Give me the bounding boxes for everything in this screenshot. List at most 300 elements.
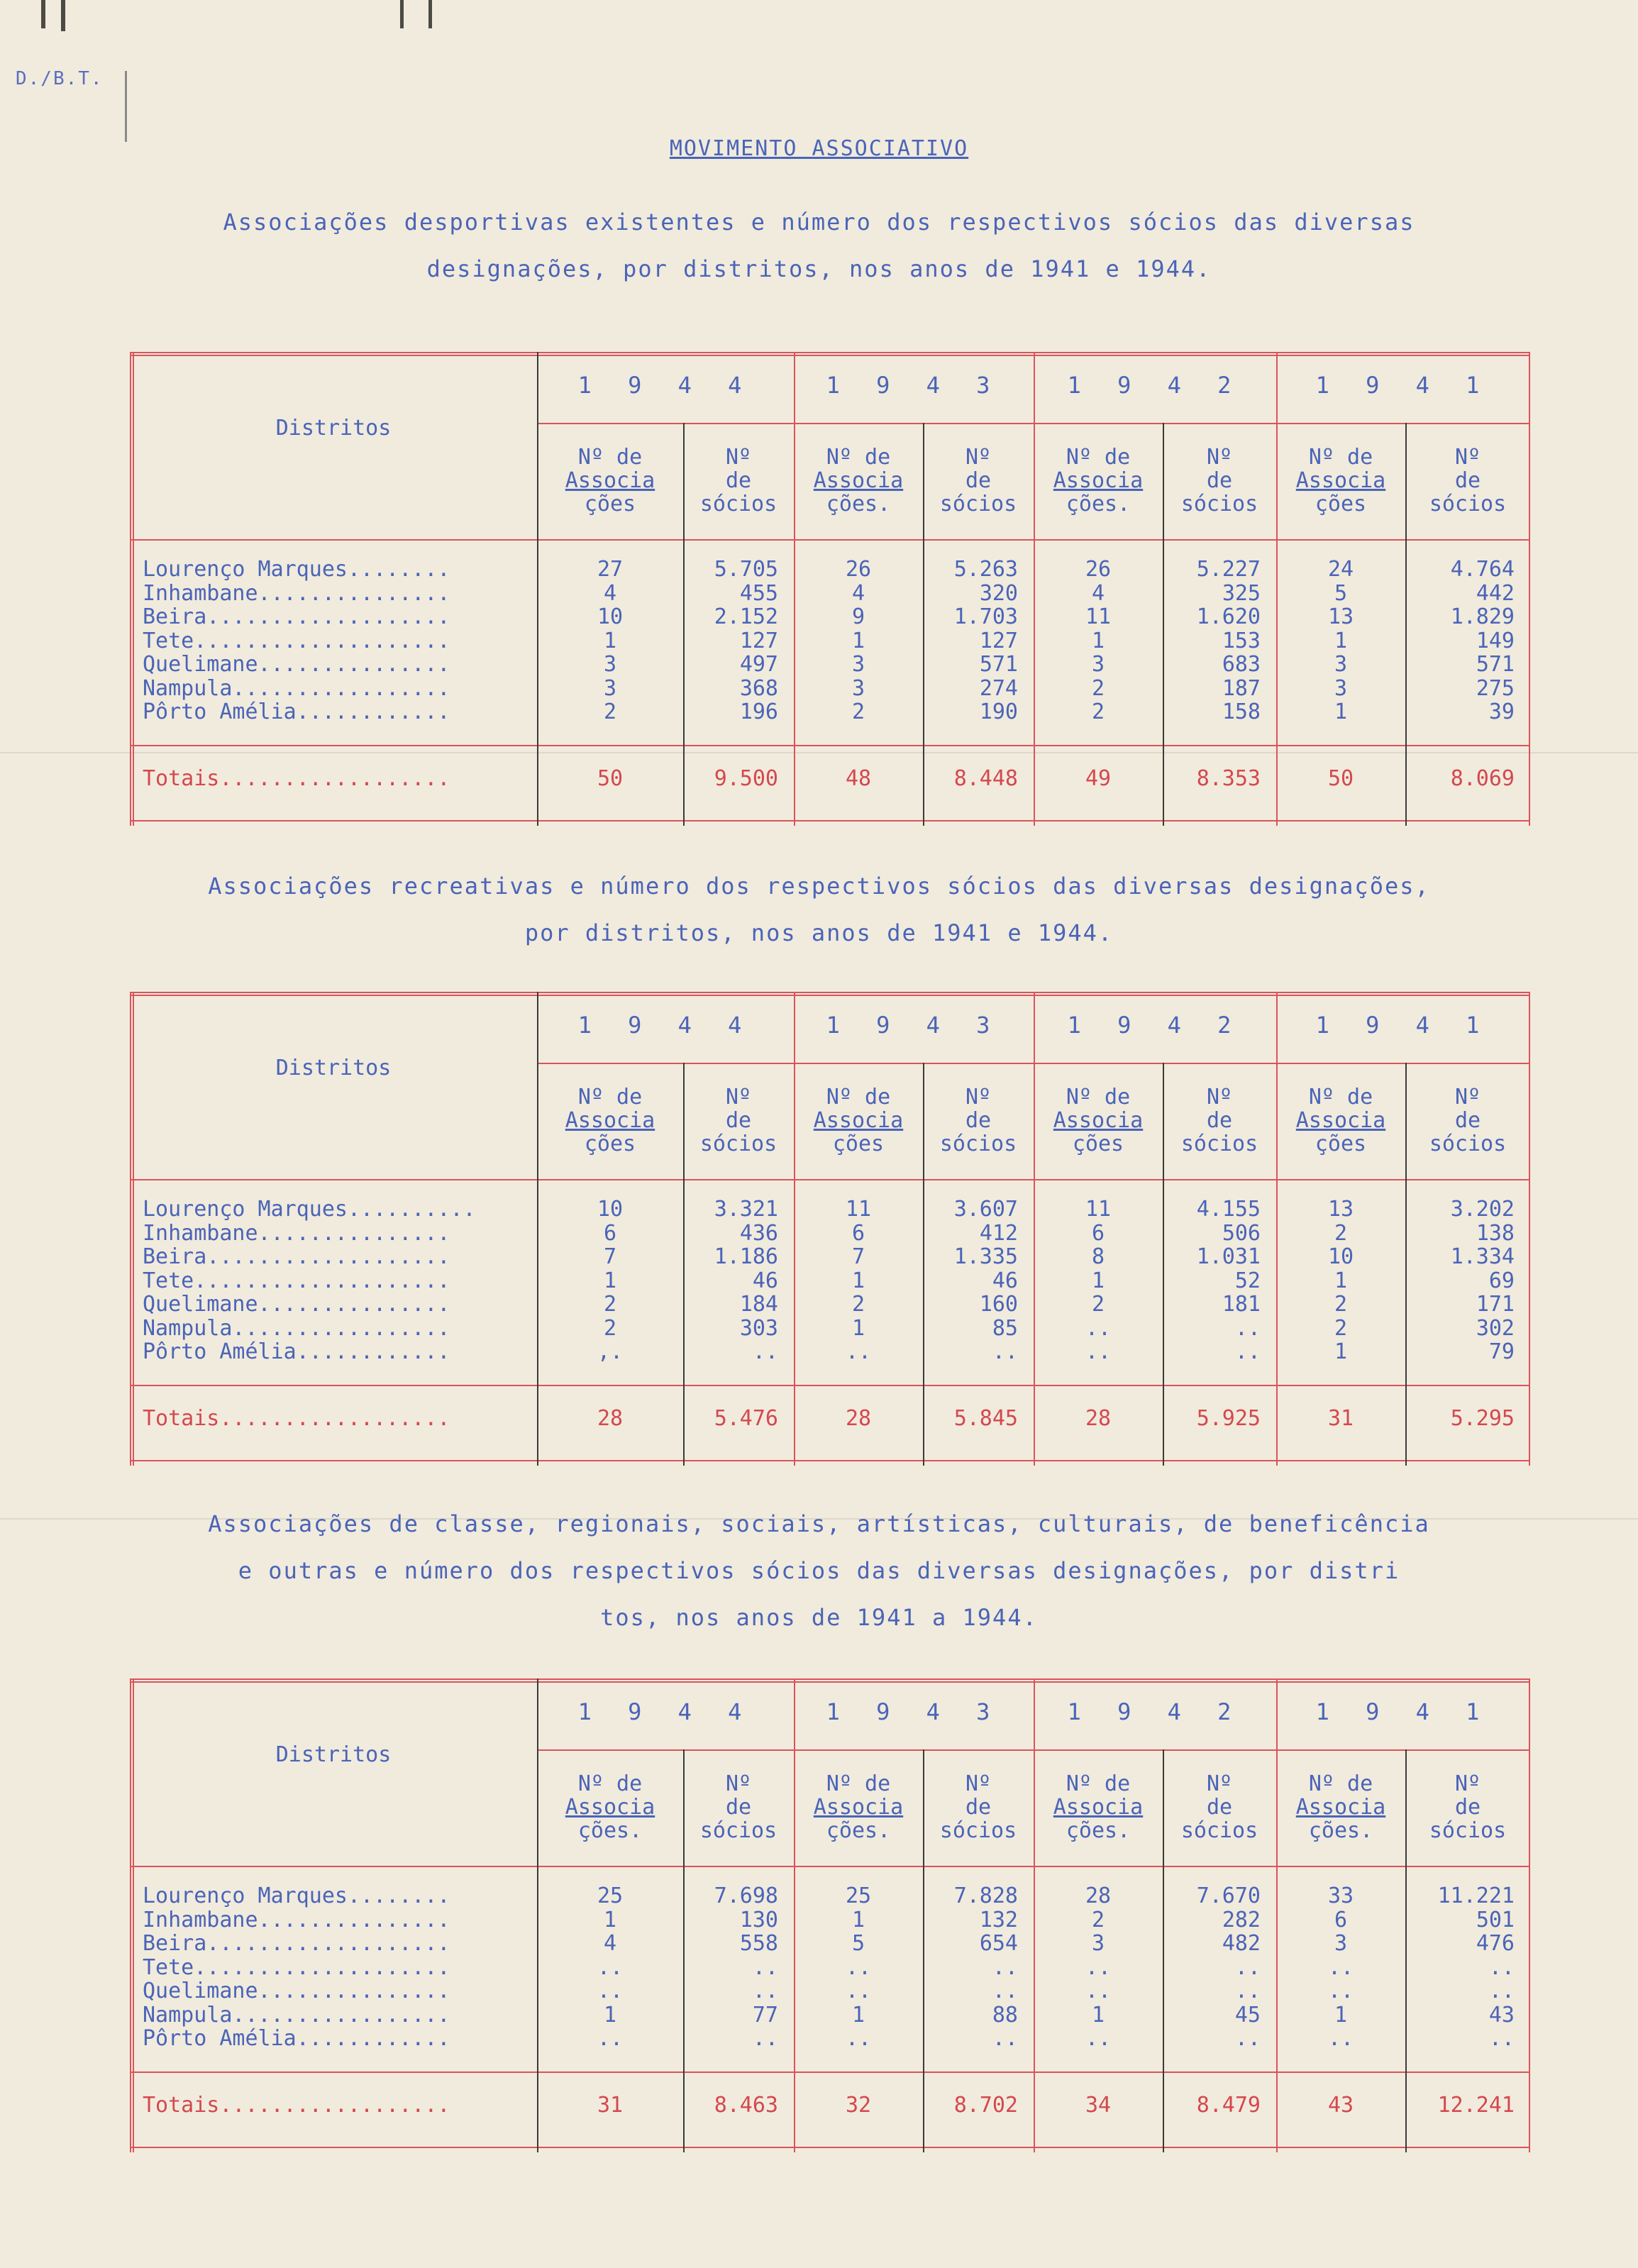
members-count-header: [1163, 446, 1276, 516]
table-cell-value: 2: [1091, 1292, 1105, 1317]
total-value: 9.500: [714, 766, 778, 791]
header-line: ções.: [826, 492, 891, 516]
table-cell-value: 1: [1091, 628, 1105, 653]
header-line: Associa: [565, 1108, 655, 1133]
table-cell-value: 6: [851, 1220, 865, 1246]
total-value: 8.448: [953, 766, 1018, 791]
totals-label: Totais..................: [143, 766, 450, 791]
header-line: Associa: [1053, 468, 1144, 493]
table-cell-value: ..: [1488, 2026, 1515, 2051]
table-cell-value: 13: [1327, 604, 1354, 629]
year-header: 1 9 4 1: [1315, 1012, 1491, 1039]
header-line: de: [1454, 468, 1481, 493]
caption-line: Associações desportivas existentes e número dos respectivos sócios das diversas: [223, 209, 1415, 236]
year-header: 1 9 4 4: [577, 372, 753, 399]
table-cell-value: 1: [851, 628, 865, 653]
table-cell-value: 149: [1476, 628, 1515, 653]
year-header: 1 9 4 3: [826, 372, 1002, 399]
table-cell-value: 3: [1091, 1931, 1105, 1956]
header-line: Nº de: [1066, 445, 1131, 470]
district-name: Inhambane...............: [143, 1907, 450, 1932]
table-cell-value: ..: [845, 1954, 872, 1980]
header-line: Nº de: [1308, 1085, 1373, 1110]
table-cell-value: 7.670: [1196, 1883, 1261, 1908]
header-line: Nº: [965, 1085, 992, 1110]
header-line: Associa: [565, 468, 655, 493]
table-cell-value: 3.202: [1450, 1197, 1515, 1222]
table-cell-value: 1.703: [953, 604, 1018, 629]
header-line: Nº: [1206, 1771, 1233, 1796]
table-cell-value: ..: [752, 1979, 778, 2003]
table-cell-value: 26: [1085, 557, 1112, 582]
year-header: 1 9 4 4: [577, 1698, 753, 1725]
table-cell-value: 2: [1334, 1292, 1348, 1317]
members-count-header: [923, 1772, 1034, 1842]
district-name: Quelimane...............: [143, 652, 450, 677]
total-value: 12.241: [1437, 2093, 1515, 2118]
table-cell-value: 5: [1334, 580, 1348, 606]
value-column: [1405, 1884, 1515, 2051]
table-cell-value: 4.764: [1450, 557, 1515, 582]
table-cell-value: 11: [1085, 1197, 1112, 1222]
table-cell-value: ..: [1085, 1979, 1112, 2003]
table-cell-value: 7: [851, 1244, 865, 1269]
table-cell-value: ..: [1234, 1315, 1261, 1341]
associations-count-header: [1034, 1085, 1163, 1156]
table-cell-value: 482: [1222, 1931, 1261, 1956]
caption-line: Associações recreativas e número dos respectivos sócios das diversas designações,: [208, 873, 1430, 900]
header-line: sócios: [699, 1818, 778, 1843]
table-cell-value: 3: [851, 652, 865, 677]
district-name: Beira...................: [143, 604, 450, 629]
associations-count-header: [1034, 1772, 1163, 1842]
header-line: Nº de: [577, 1085, 643, 1110]
staple-mark: [428, 0, 432, 28]
header-line: Nº de: [1066, 1771, 1131, 1796]
header-line: ções.: [577, 1818, 643, 1843]
table-cell-value: 1.031: [1196, 1244, 1261, 1269]
table-cell-value: ..: [1488, 1979, 1515, 2003]
total-value: 28: [1085, 1406, 1112, 1431]
value-column: [1034, 1884, 1163, 2051]
table-cell-value: 4: [603, 580, 617, 606]
table-rule: [130, 1179, 1530, 1180]
table-cell-value: 10: [597, 1197, 624, 1222]
total-value: 5.845: [953, 1406, 1018, 1431]
district-name: Beira...................: [143, 1931, 450, 1956]
header-line: sócios: [939, 492, 1017, 516]
table-cell-value: 571: [979, 652, 1018, 677]
table-cell-value: 160: [979, 1292, 1018, 1317]
caption-line: designações, por distritos, nos anos de 1941 e 1944.: [426, 255, 1212, 282]
table-cell-value: ..: [1234, 1954, 1261, 1980]
totals-label: Totais..................: [143, 1406, 450, 1431]
table-cell-value: 52: [1234, 1268, 1261, 1293]
header-line: Associa: [1053, 1108, 1144, 1133]
table-rule: [130, 1385, 1530, 1386]
header-line: de: [965, 1108, 992, 1133]
table-cell-value: 2: [851, 699, 865, 724]
associations-count-header: [1034, 446, 1163, 516]
table-cell-value: 8: [1091, 1244, 1105, 1269]
header-line: Nº de: [577, 445, 643, 470]
header-line: sócios: [1429, 1818, 1507, 1843]
header-line: Nº de: [1308, 1771, 1373, 1796]
table-cell-value: 1: [603, 628, 617, 653]
total-value: 5.925: [1196, 1406, 1261, 1431]
header-line: Associa: [813, 1108, 904, 1133]
header-line: Nº: [725, 1771, 752, 1796]
table-cell-value: 85: [992, 1315, 1018, 1341]
associations-count-header: [794, 446, 923, 516]
table-cell-value: 25: [845, 1883, 872, 1908]
header-line: ções: [584, 492, 636, 516]
table-rule: [130, 352, 1530, 353]
header-line: sócios: [699, 1132, 778, 1156]
members-count-header: [923, 446, 1034, 516]
table-cell-value: 132: [979, 1907, 1018, 1932]
table-cell-value: 33: [1327, 1883, 1354, 1908]
table-rule: [130, 1681, 1530, 1683]
district-name: Lourenço Marques........: [143, 557, 450, 582]
table-cell-value: 181: [1222, 1292, 1261, 1317]
table-class-cultural-associations: [130, 1678, 1530, 2152]
header-line: de: [725, 1108, 752, 1133]
table-cell-value: 1: [603, 1268, 617, 1293]
district-name: Pôrto Amélia............: [143, 2026, 450, 2051]
total-value: 48: [845, 766, 872, 791]
header-line: Nº: [965, 445, 992, 470]
table-cell-value: 1.335: [953, 1244, 1018, 1269]
total-value: 50: [1327, 766, 1354, 791]
table-cell-value: 1: [1334, 1339, 1348, 1364]
header-line: Nº: [1206, 1085, 1233, 1110]
table-cell-value: 158: [1222, 699, 1261, 724]
total-value: 28: [845, 1406, 872, 1431]
table-rule: [1529, 1678, 1530, 2152]
table-cell-value: ..: [1327, 1954, 1354, 1980]
value-column: [794, 1884, 923, 2051]
header-line: Associa: [813, 468, 904, 493]
year-header: 1 9 4 2: [1067, 1698, 1243, 1725]
table-cell-value: ..: [752, 1954, 778, 1980]
table-cell-value: ..: [1085, 1315, 1112, 1341]
table-cell-value: 412: [979, 1220, 1018, 1246]
table-cell-value: 1: [1091, 1268, 1105, 1293]
table-cell-value: 1.186: [714, 1244, 778, 1269]
table-cell-value: 303: [739, 1315, 778, 1341]
table-cell-value: 5.227: [1196, 557, 1261, 582]
total-value: 5.295: [1450, 1406, 1515, 1431]
table-cell-value: 11.221: [1437, 1883, 1515, 1908]
total-value: 8.353: [1196, 766, 1261, 791]
table-cell-value: 442: [1476, 580, 1515, 606]
table-cell-value: 3: [1334, 675, 1348, 701]
table-cell-value: 45: [1234, 2002, 1261, 2028]
header-line: sócios: [1429, 1132, 1507, 1156]
header-line: Nº: [1454, 1771, 1481, 1796]
members-count-header: [683, 1085, 794, 1156]
district-name: Inhambane...............: [143, 580, 450, 606]
table-rule: [130, 820, 1530, 822]
header-line: sócios: [1180, 492, 1258, 516]
year-header: 1 9 4 1: [1315, 372, 1491, 399]
header-line: ções.: [1066, 1818, 1131, 1843]
value-column: [1276, 558, 1405, 724]
header-line: sócios: [1180, 1132, 1258, 1156]
table-rule: [130, 1678, 1530, 1680]
table-cell-value: 3.607: [953, 1197, 1018, 1222]
table-cell-value: 2: [603, 1292, 617, 1317]
table-cell-value: 138: [1476, 1220, 1515, 1246]
table-rule: [130, 2071, 1530, 2073]
total-value: 31: [1327, 1406, 1354, 1431]
table-cell-value: 24: [1327, 557, 1354, 582]
table-cell-value: 2: [1091, 1907, 1105, 1932]
table-rule: [130, 745, 1530, 746]
header-line: Nº de: [826, 1771, 891, 1796]
caption-line: tos, nos anos de 1941 a 1944.: [600, 1604, 1038, 1631]
header-line: Nº: [1206, 445, 1233, 470]
table-cell-value: 4.155: [1196, 1197, 1261, 1222]
table-cell-value: ..: [1085, 1339, 1112, 1364]
table-cell-value: 3.321: [714, 1197, 778, 1222]
table-cell-value: 1: [1334, 2002, 1348, 2028]
header-line: sócios: [939, 1132, 1017, 1156]
year-header: 1 9 4 2: [1067, 372, 1243, 399]
district-names: [143, 1197, 476, 1364]
table-cell-value: 27: [597, 557, 624, 582]
table-cell-value: 13: [1327, 1197, 1354, 1222]
table-cell-value: 77: [752, 2002, 778, 2028]
table-cell-value: 190: [979, 699, 1018, 724]
district-name: Inhambane...............: [143, 1220, 450, 1246]
districts-header: Distritos: [275, 416, 392, 441]
table-cell-value: 1: [851, 2002, 865, 2028]
members-count-header: [683, 446, 794, 516]
associations-count-header: [1276, 1772, 1405, 1842]
table-cell-value: 2: [1334, 1220, 1348, 1246]
table-cell-value: 1: [1334, 699, 1348, 724]
table-cell-value: ..: [752, 2026, 778, 2051]
table-cell-value: 5.263: [953, 557, 1018, 582]
table-cell-value: 153: [1222, 628, 1261, 653]
header-line: Nº: [1454, 445, 1481, 470]
year-header: 1 9 4 3: [826, 1698, 1002, 1725]
value-column: [1405, 1197, 1515, 1364]
table-cell-value: ..: [1327, 2026, 1354, 2051]
value-column: [537, 1884, 683, 2051]
table-cell-value: ..: [597, 1979, 624, 2003]
header-line: Nº de: [1308, 445, 1373, 470]
document-reference: D./B.T.: [16, 68, 104, 89]
associations-count-header: [537, 1772, 683, 1842]
value-column: [1276, 1197, 1405, 1364]
table-cell-value: 2.152: [714, 604, 778, 629]
header-line: ções: [1315, 492, 1367, 516]
table-cell-value: ,.: [597, 1339, 624, 1364]
value-column: [683, 558, 778, 724]
table-cell-value: 9: [851, 604, 865, 629]
table-cell-value: ..: [1488, 1954, 1515, 1980]
associations-count-header: [794, 1772, 923, 1842]
header-line: de: [1206, 1795, 1233, 1820]
header-line: ções.: [1066, 492, 1131, 516]
table-cell-value: 501: [1476, 1907, 1515, 1932]
header-line: de: [1454, 1108, 1481, 1133]
pencil-mark: [125, 71, 127, 142]
header-line: Nº: [1454, 1085, 1481, 1110]
caption-line: e outras e número dos respectivos sócios das diversas designações, por distri: [238, 1557, 1400, 1584]
table-rule: [130, 1866, 1530, 1867]
staple-mark: [400, 0, 404, 28]
table-cell-value: 3: [603, 675, 617, 701]
header-line: ções: [1072, 1132, 1124, 1156]
district-names: [143, 558, 450, 724]
table-cell-value: ..: [597, 1954, 624, 1980]
value-column: [1276, 1884, 1405, 2051]
table-cell-value: ..: [1085, 1954, 1112, 1980]
total-value: 31: [597, 2093, 624, 2118]
value-column: [683, 1884, 778, 2051]
district-name: Lourenço Marques..........: [143, 1197, 476, 1222]
value-column: [1163, 558, 1261, 724]
table-cell-value: ..: [597, 2026, 624, 2051]
header-line: de: [1206, 1108, 1233, 1133]
table-rule: [130, 539, 1530, 541]
value-column: [923, 1197, 1018, 1364]
header-line: de: [725, 468, 752, 493]
table-cell-value: 5: [851, 1931, 865, 1956]
table-cell-value: 6: [603, 1220, 617, 1246]
associations-count-header: [537, 446, 683, 516]
district-name: Nampula.................: [143, 2002, 450, 2028]
header-line: Associa: [1295, 1108, 1386, 1133]
header-line: Associa: [813, 1795, 904, 1820]
associations-count-header: [794, 1085, 923, 1156]
table-cell-value: 46: [752, 1268, 778, 1293]
table-cell-value: 10: [1327, 1244, 1354, 1269]
table-cell-value: ..: [752, 1339, 778, 1364]
table-cell-value: ..: [992, 1979, 1018, 2003]
table-rule: [1529, 352, 1530, 826]
table-cell-value: 46: [992, 1268, 1018, 1293]
header-line: de: [965, 468, 992, 493]
table-cell-value: 10: [597, 604, 624, 629]
table-cell-value: 7.828: [953, 1883, 1018, 1908]
table-cell-value: 2: [603, 1315, 617, 1341]
table-cell-value: 3: [851, 675, 865, 701]
header-line: Nº de: [577, 1771, 643, 1796]
table-cell-value: 4: [1091, 580, 1105, 606]
table-cell-value: ..: [992, 1339, 1018, 1364]
value-column: [923, 1884, 1018, 2051]
table-cell-value: 43: [1488, 2002, 1515, 2028]
table-cell-value: 455: [739, 580, 778, 606]
table-cell-value: 7.698: [714, 1883, 778, 1908]
table-cell-value: 275: [1476, 675, 1515, 701]
value-column: [923, 558, 1018, 724]
table-cell-value: 506: [1222, 1220, 1261, 1246]
table-cell-value: ..: [845, 1339, 872, 1364]
table-rule: [130, 995, 1530, 996]
district-names: [143, 1884, 450, 2051]
value-column: [1405, 558, 1515, 724]
header-line: ções: [832, 1132, 885, 1156]
table-cell-value: 7: [603, 1244, 617, 1269]
table-cell-value: 476: [1476, 1931, 1515, 1956]
value-column: [794, 558, 923, 724]
header-line: Associa: [1053, 1795, 1144, 1820]
header-line: ções.: [1308, 1818, 1373, 1843]
table-cell-value: ..: [1234, 2026, 1261, 2051]
header-line: Associa: [565, 1795, 655, 1820]
table-cell-value: 282: [1222, 1907, 1261, 1932]
table-rule: [1529, 992, 1530, 1466]
header-line: ções.: [826, 1818, 891, 1843]
table-sports-associations: [130, 352, 1530, 826]
table-cell-value: ..: [1327, 1979, 1354, 2003]
table-cell-value: 127: [979, 628, 1018, 653]
section-caption: [0, 1500, 1638, 1641]
table-cell-value: 2: [1334, 1315, 1348, 1341]
table-rule: [130, 2147, 1530, 2148]
value-column: [1034, 558, 1163, 724]
table-cell-value: 368: [739, 675, 778, 701]
table-cell-value: 1: [1334, 628, 1348, 653]
members-count-header: [923, 1085, 1034, 1156]
year-header: 1 9 4 1: [1315, 1698, 1491, 1725]
district-name: Beira...................: [143, 1244, 450, 1269]
districts-header: Distritos: [275, 1742, 392, 1767]
table-cell-value: 436: [739, 1220, 778, 1246]
table-cell-value: 28: [1085, 1883, 1112, 1908]
total-value: 8.479: [1196, 2093, 1261, 2118]
header-line: sócios: [1429, 492, 1507, 516]
total-value: 8.702: [953, 2093, 1018, 2118]
district-name: Tete....................: [143, 1954, 450, 1980]
table-cell-value: 79: [1488, 1339, 1515, 1364]
table-cell-value: ..: [992, 1954, 1018, 1980]
table-cell-value: ..: [1085, 2026, 1112, 2051]
associations-count-header: [1276, 1085, 1405, 1156]
table-cell-value: 69: [1488, 1268, 1515, 1293]
value-column: [794, 1197, 923, 1364]
header-line: de: [965, 1795, 992, 1820]
value-column: [1034, 1197, 1163, 1364]
table-cell-value: 25: [597, 1883, 624, 1908]
district-name: Pôrto Amélia............: [143, 1339, 450, 1364]
table-cell-value: 11: [845, 1197, 872, 1222]
table-cell-value: 26: [845, 557, 872, 582]
caption-line: Associações de classe, regionais, sociais, artísticas, culturais, de beneficência: [208, 1510, 1430, 1537]
table-cell-value: 3: [603, 652, 617, 677]
table-cell-value: 6: [1334, 1907, 1348, 1932]
table-rule: [130, 355, 1530, 356]
table-cell-value: 4: [603, 1931, 617, 1956]
value-column: [1163, 1197, 1261, 1364]
district-name: Tete....................: [143, 628, 450, 653]
header-line: Nº: [725, 1085, 752, 1110]
table-cell-value: 1: [603, 2002, 617, 2028]
table-cell-value: 39: [1488, 699, 1515, 724]
table-cell-value: 1: [851, 1315, 865, 1341]
year-header: 1 9 4 4: [577, 1012, 753, 1039]
total-value: 8.463: [714, 2093, 778, 2118]
district-name: Nampula.................: [143, 675, 450, 701]
table-cell-value: 2: [603, 699, 617, 724]
table-cell-value: 6: [1091, 1220, 1105, 1246]
